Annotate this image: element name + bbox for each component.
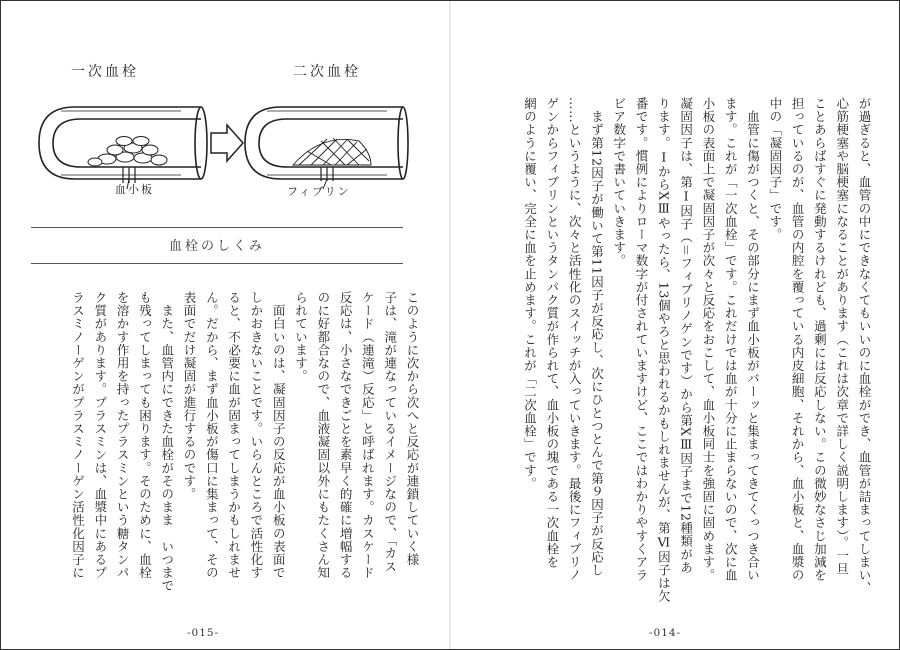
caption-top-rule xyxy=(31,227,403,228)
thrombus-figure xyxy=(31,61,411,231)
right-page xyxy=(451,1,899,649)
left-page-number: -015- xyxy=(187,627,220,639)
right-page-number: -014- xyxy=(649,627,682,639)
figure-caption: 血栓のしくみ xyxy=(168,239,265,254)
left-page xyxy=(1,1,449,649)
secondary-thrombus-label: 二次血栓 xyxy=(293,64,361,80)
fibrin-label: フィブリン xyxy=(287,185,351,198)
left-page-body-text: このように次から次へと反応が連鎖していく様 子は、滝が連なっているイメージなので、「カス ケード（連滝）反応」と呼ばれます。カスケード 反応は、小さなできごとを素早く的確に増幅する のに好都合なので、血液凝固以外にもたくさん知 られています。 面白いのは、凝固因子の反応が血小板の表面で しかおきないことです。いらんところで活性化す ると、不必要に血が固まってしまうかもしれませ ん。だから、まず血小板が傷口に集まって、その 表面でだけ凝固が進行するのです。 また、血管内にできた血栓がそのまま いつまで も残ってしまっても困ります。そのために、血栓 を溶かす作用を持ったプラスミンという糖タンパ ク質があります。プラスミンは、血漿中にあるプ ラスミノーゲンがプラスミノーゲン活性化因子に xyxy=(70,291,420,593)
primary-thrombus-label: 一次血栓 xyxy=(71,64,139,80)
thrombus-illustration xyxy=(31,61,411,231)
platelet-label: 血小板 xyxy=(115,183,154,196)
fibrin-mesh xyxy=(293,138,371,165)
progression-arrow-icon xyxy=(211,125,243,161)
platelet-cluster xyxy=(88,137,167,167)
caption-bottom-rule xyxy=(31,263,403,264)
right-page-body-text: が過ぎると、血管の中にできなくてもいいのに血栓ができ、血管が詰まってしまい、 心筋梗塞や脳梗塞になることがあります（これは次章で詳しく説明します）。一旦 ことあらばすぐに発動するけれども、過剰には反応しない。この微妙なさじ加減を 担っているのが、血管の内腔を覆っている内皮細胞、それから、血小板と、血漿の 中の「凝固因子」です。 血管に傷がつくと、その部分にまず血小板がバーッと集まってきてくっつき合い ます。これが「一次血栓」です。これだけでは血が十分に止まらないので、次に血 小板の表面上で凝固因子が次々と反応をおこして、血小板同士を強固に固めます。 凝固因子は、第Ⅰ因子（＝フィブリノゲンです）から第XⅢ因子まで12種類があ ります。ⅠからXⅢやったら、13個やろと思われるかもしれませんが、第Ⅵ因子は欠 番です。慣例によりローマ数字が付されていますけど、ここではわかりやすくアラ ビア数字で書いていきます。 まず第12因子が働いて第11因子が反応し、次にひとつとんで第９因子が反応し ……というように、次々と活性化のスイッチが入っていきます。最後にフィブリノ ゲンからフィブリンというタンパク質が作られて、血小板の塊である一次血栓を 網のように覆い、完全に血を止めます。これが「二次血栓」です。 xyxy=(522,97,872,603)
